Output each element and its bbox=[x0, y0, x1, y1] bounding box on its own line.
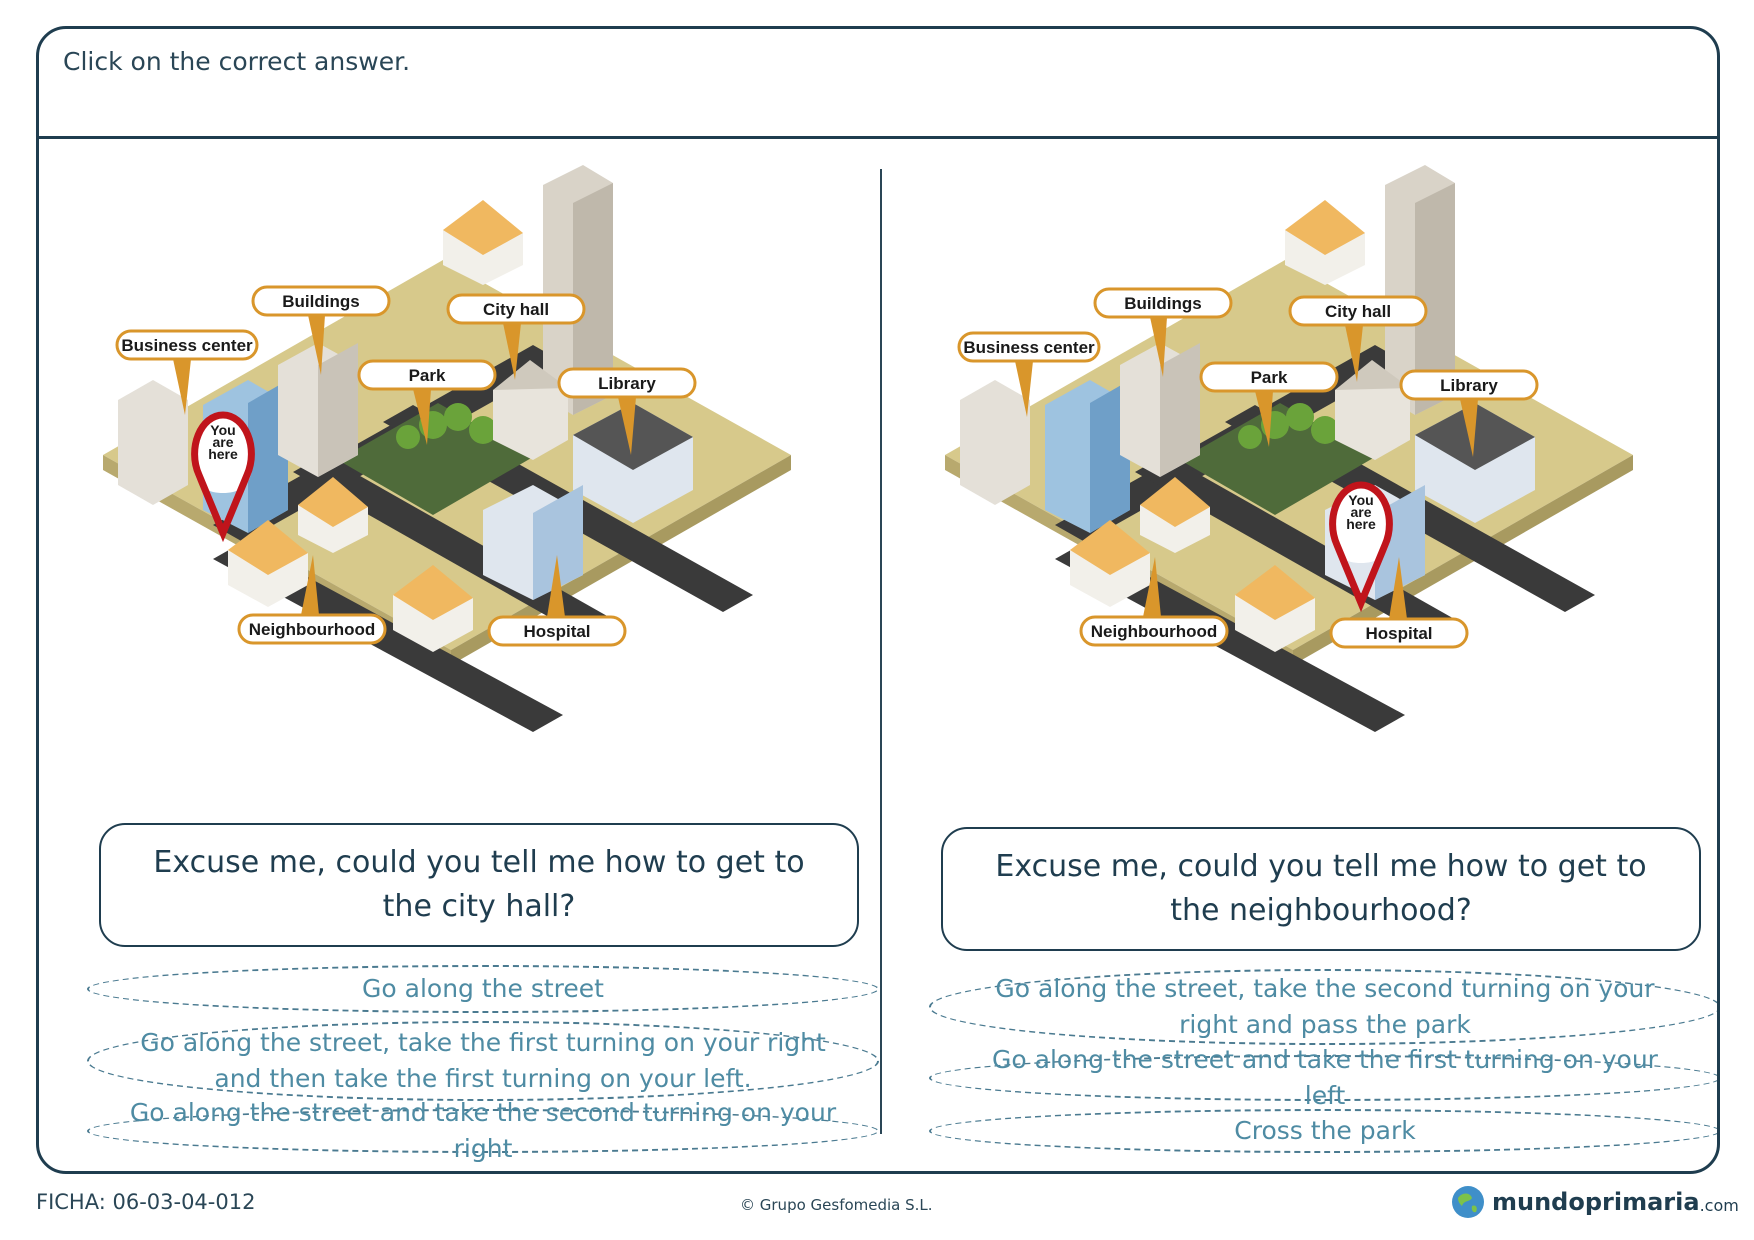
instruction-text: Click on the correct answer. bbox=[63, 47, 411, 76]
label-hospital-text: Hospital bbox=[523, 622, 591, 641]
answer-option-1b[interactable] bbox=[87, 1021, 879, 1101]
globe-icon bbox=[1450, 1184, 1486, 1220]
copyright: © Grupo Gesfomedia S.L. bbox=[740, 1196, 933, 1214]
label-library-text: Library bbox=[598, 374, 656, 393]
city-map-1 bbox=[63, 155, 883, 805]
answer-option-1c[interactable] bbox=[87, 1098, 879, 1163]
answer-option-1a-text: Go along the street bbox=[362, 974, 604, 1003]
answer-option-2a-text: Go along the street, take the second turning on your right and pass the park bbox=[995, 974, 1655, 1039]
question-2-text: Excuse me, could you tell me how to get to the neighbourhood? bbox=[995, 849, 1647, 928]
answer-option-2c[interactable] bbox=[929, 1109, 1720, 1153]
label-business-center-text: Business center bbox=[121, 336, 253, 355]
answer-option-1a[interactable] bbox=[87, 965, 879, 1013]
label-park-text: Park bbox=[1250, 368, 1288, 387]
label-buildings-text: Buildings bbox=[282, 292, 360, 311]
worksheet bbox=[36, 26, 1720, 1174]
answer-option-2c-text: Cross the park bbox=[1234, 1116, 1416, 1145]
pin-text-3: here bbox=[1346, 516, 1376, 532]
pin-text-3: here bbox=[208, 446, 238, 462]
question-box-2 bbox=[941, 827, 1701, 951]
label-business-center-text: Business center bbox=[963, 338, 1095, 357]
answer-option-1b-text: Go along the street, take the first turning on your right and then take the first turning on your left. bbox=[140, 1028, 826, 1093]
logo-name: mundoprimaria bbox=[1492, 1188, 1700, 1216]
question-box-1 bbox=[99, 823, 859, 947]
pin-text-2: are bbox=[212, 434, 234, 450]
exercise-1 bbox=[63, 155, 883, 1165]
answer-option-2b-text: Go along the street and take the first turning on your left bbox=[992, 1045, 1658, 1110]
label-hospital-text: Hospital bbox=[1365, 624, 1433, 643]
instruction-bar bbox=[39, 29, 1717, 139]
pin-text-2: are bbox=[1350, 504, 1372, 520]
pin-text-1: You bbox=[210, 422, 236, 438]
label-neighbourhood-text: Neighbourhood bbox=[248, 620, 376, 639]
mundoprimaria-logo[interactable] bbox=[1450, 1184, 1739, 1220]
answer-option-2b[interactable] bbox=[929, 1045, 1720, 1110]
pin-text-1: You bbox=[1348, 492, 1374, 508]
exercise-2 bbox=[905, 155, 1720, 1165]
city-map-2 bbox=[905, 155, 1720, 805]
label-city-hall-text: City hall bbox=[482, 300, 550, 319]
answer-option-1c-text: Go along the street and take the second turning on your right bbox=[129, 1098, 837, 1163]
label-park-text: Park bbox=[408, 366, 446, 385]
question-1-text: Excuse me, could you tell me how to get to the city hall? bbox=[153, 845, 805, 924]
ficha-code: FICHA: 06-03-04-012 bbox=[36, 1190, 256, 1214]
logo-domain: .com bbox=[1699, 1195, 1739, 1215]
label-buildings-text: Buildings bbox=[1124, 294, 1202, 313]
label-city-hall-text: City hall bbox=[1324, 302, 1392, 321]
answer-option-2a[interactable] bbox=[929, 969, 1720, 1045]
label-library-text: Library bbox=[1440, 376, 1498, 395]
label-neighbourhood-text: Neighbourhood bbox=[1090, 622, 1218, 641]
